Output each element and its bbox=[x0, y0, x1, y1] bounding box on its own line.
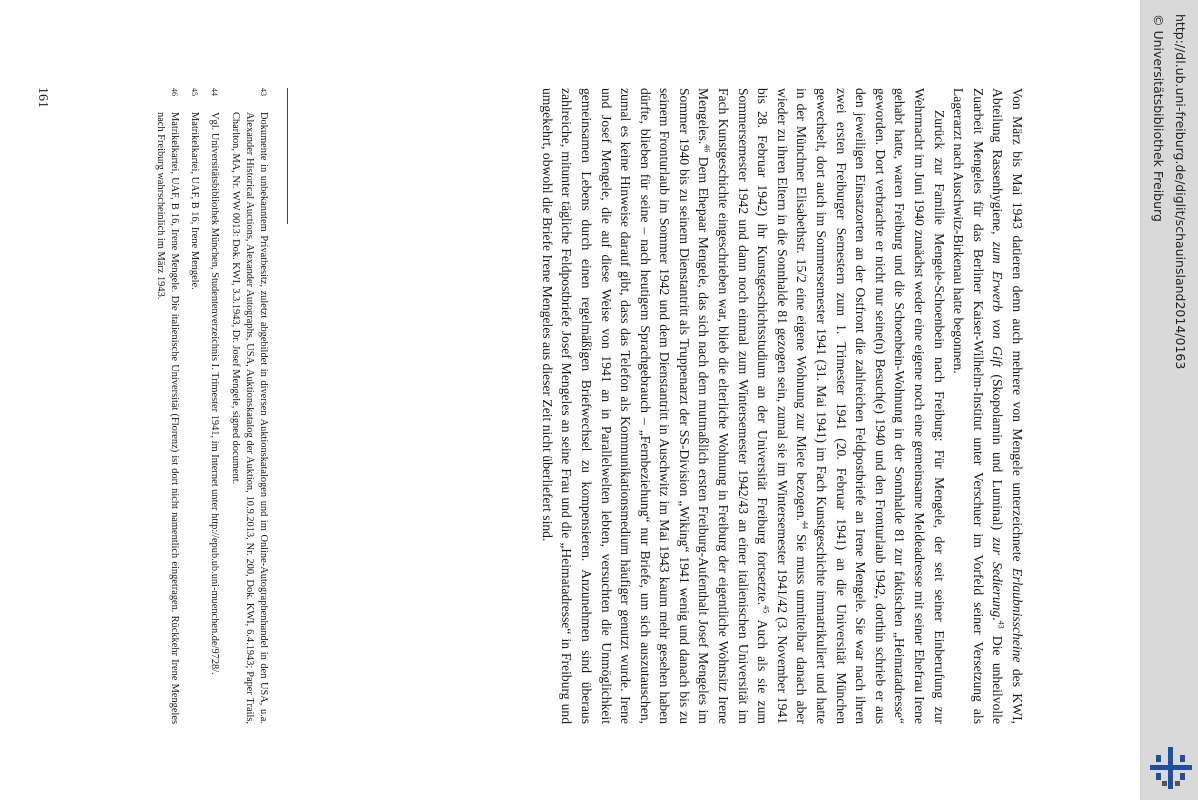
text-run: (Skopolamin und Luminal) bbox=[990, 367, 1006, 538]
text-run: . bbox=[990, 617, 1006, 621]
footnote-text: Matrikelkartei, UAF, B 16, Irene Mengele. bbox=[189, 112, 201, 290]
text-run: Zurück zur Familie Mengele-Schoenbein nach Freiburg: Für Mengele, der seit seiner Einberufung zur Wehrmacht im Juni 1940 zunächst weder eine eigene noch eine gemeinsame Meldeadresse mit seiner Ehefrau Irene gehabt hatte, waren Freiburg und die Schoenbein-Wohnung in der Sonnhalde 81 zur faktischen „Heimatadresse“ geworden. Dort verbrachte er nicht nur seine(n) Besuch(e) 1940 und den Fronturlaub 1942, dorthin schrieb er aus den jeweiligen Einsatzorten an der Ostfront die zahlreichen Feldpostbriefe an Irene Mengele. Sie war nach ihren zwei ersten Freiburger Semestern zum 1. Trimester 1941 (20. Februar 1941) an die Universität München gewechselt, dort auch im Sommersemester 1941 (31. Mai 1941) im Fach Kunstgeschichte immatrikuliert und hatte in der Münchner Elisabethstr. 15/2 eine eigene Wohnung zur Miete bezogen. bbox=[794, 88, 947, 724]
footnote-text: Vgl. Universitätsbibliothek München, Studentenverzeichnis I. Trimester 1941, im Internet unter http://epub.ub.uni-muenchen.de/9728/. bbox=[209, 112, 221, 675]
library-sidebar bbox=[1140, 0, 1198, 800]
text-run: Sie muss unmittelbar danach aber wieder zu ihren Eltern in die Sonnhalde 81 gezogen sein, zumal sie im Wintersemester 1941/42 (3. November 1941 bis 28. Februar 1942) ihr Kunstgeschichtsstudium an der Universität Freiburg fortsetzte. bbox=[755, 88, 810, 724]
footnote-ref[interactable]: 44 bbox=[801, 521, 810, 530]
italic-run: zum Erwerb von Gift bbox=[990, 241, 1006, 368]
footnote-ref[interactable]: 43 bbox=[996, 620, 1006, 629]
text-run: Dem Ehepaar Mengele, das sich nach dem mutmaßlich ersten Freiburg-Aufenthalt Josef Mengeles im Sommer 1940 bis zu seinem Dienstantritt als Truppenarzt der SS-Division „Wiking“ 1941 wenig und danach bis zu seinem Fronturlaub im Sommer 1942 und dem Dienstantritt in Auschwitz im Mai 1943 kaum mehr gesehen haben dürfte, blieben für seine – nach heutigem Sprachgebrauch – „Fernbeziehung“ nur Briefe, um sich auszutauschen, zumal es keine Hinweise darauf gibt, dass das Telefon als Kommunikationsmedium häufiger genutzt wurde. Irene und Josef Mengele, die auf diese Weise von 1941 an in Parallelwelten lebten, versuchten die Unmöglichkeit gemeinsamen Lebens durch einen regelmäßigen Briefwechsel zu kompensieren. Anzunehmen sind überaus zahlreiche, mitunter tägliche Feldpostbriefe Josef Mengeles an seine Frau und die „Heimatadresse“ in Freiburg und umgekehrt, obwohl die Briefe Irene Mengeles aus dieser Zeit nicht überliefert sind. bbox=[539, 88, 712, 724]
footnote-number: 44 bbox=[210, 88, 220, 96]
sidebar-text bbox=[1140, 0, 1198, 800]
italic-run: Erlaubnisscheine bbox=[1010, 568, 1025, 663]
footnote bbox=[207, 88, 221, 724]
footnote-number: 45 bbox=[190, 88, 200, 96]
body-text bbox=[537, 88, 1027, 724]
footnote-ref[interactable]: 46 bbox=[703, 144, 713, 153]
footnote bbox=[187, 88, 201, 724]
permalink-url[interactable]: http://dl.ub.uni-freiburg.de/diglit/schauinsland2014/0163 bbox=[1173, 14, 1188, 370]
page-number: 161 bbox=[35, 87, 50, 108]
paragraph-2 bbox=[537, 88, 948, 724]
text-run: Die unheilvolle Zuarbeit Mengeles für das Berliner Kaiser-Wilhelm-Institut unter Verschuer im Vorfeld seiner Versetzung als Lagerarzt nach Auschwitz-Birkenau hatte begonnen. bbox=[951, 88, 1006, 724]
footnote bbox=[227, 88, 270, 724]
paragraph-1 bbox=[949, 88, 1027, 724]
footnotes bbox=[147, 88, 270, 724]
text-run: des KWI, Abteilung Rassenhygiene, bbox=[990, 88, 1025, 724]
footnote-text: Matrikelkartei, UAF, B 16, Irene Mengele. Die italienische Universität (Florenz) ist dort nicht namentlich eingetragen. Rückkehr Irene Mengeles nach Freiburg wahrscheinlich im März 1943. bbox=[154, 112, 180, 724]
text-run: Auch als sie zum Sommersemester 1942 und dann noch einmal zum Wintersemester 1942/43 an einer italienischen Universität im Fach Kunstgeschichte eingeschrieben war, blieb die elterliche Wohnung in Freiburg der eigentliche Wohnsitz Irene Mengeles. bbox=[696, 88, 771, 724]
text-run: Von März bis Mai 1943 datieren denn auch mehrere von Mengele unterzeichnete bbox=[1010, 88, 1025, 569]
footnote bbox=[153, 88, 181, 724]
copyright-notice: © Universitätsbibliothek Freiburg bbox=[1151, 14, 1166, 222]
footnote-text: Dokumente in unbekanntem Privatbesitz, zuletzt abgebildet in diversen Auktionskatalogen und im Online-Autographenhandel in den USA, u.a. Alexander Historical Auctions, Alexander Autographs, USA, Auktionskatalog der Auktion, 10.9.2013, Nr. 200, Dok. KWI, 6.4.1943; Paper Trails, Charlton, MA, Nr. WW 0013: Dok. KWI, 3.3.1943, Dr. Josef Mengele, signed document. bbox=[229, 112, 269, 724]
footnote-number: 46 bbox=[169, 88, 179, 96]
footnote-divider bbox=[287, 88, 288, 224]
footnote-ref[interactable]: 45 bbox=[761, 605, 771, 614]
ub-freiburg-logo-icon bbox=[1148, 745, 1194, 791]
footnote-number: 43 bbox=[259, 88, 268, 96]
italic-run: zur Sedierung bbox=[990, 537, 1006, 618]
